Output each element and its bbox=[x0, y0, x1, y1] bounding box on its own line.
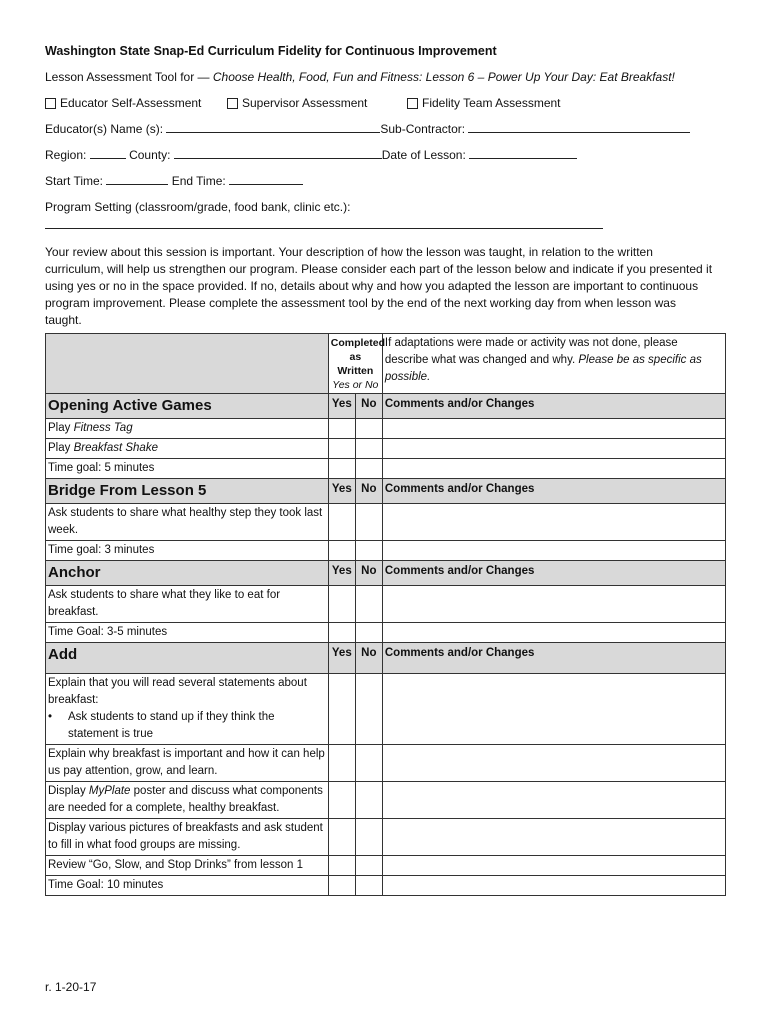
comments-cell[interactable] bbox=[382, 459, 725, 479]
checkbox-educator-self-assessment[interactable]: Educator Self-Assessment bbox=[45, 96, 227, 110]
region-field[interactable] bbox=[90, 148, 126, 159]
checkbox-icon[interactable] bbox=[407, 98, 418, 109]
time-goal: Time Goal: 10 minutes bbox=[46, 876, 329, 896]
comments-cell[interactable] bbox=[382, 439, 725, 459]
section-header-row bbox=[46, 643, 726, 674]
table-row bbox=[46, 623, 726, 643]
comments-cell[interactable] bbox=[382, 541, 725, 561]
no-cell[interactable] bbox=[355, 623, 382, 643]
comments-cell[interactable] bbox=[382, 782, 725, 819]
intro-paragraph: Your review about this session is important. Your description of how the lesson was taught, in relation to the written curriculum, will help us strengthen our program. Please consider each part of the lesson below and indicate if you presented it using yes or no in the space provided. If no, details about why and how you adapted the lesson are important to continuous program improvement. Please complete the assessment tool by the end of the next working day from when lesson was taught. bbox=[45, 245, 713, 327]
no-cell[interactable] bbox=[355, 439, 382, 459]
yes-cell[interactable] bbox=[328, 541, 355, 561]
table-row bbox=[46, 419, 726, 439]
table-row bbox=[46, 819, 726, 856]
table-row bbox=[46, 674, 726, 745]
activity-description: Display various pictures of breakfasts and ask student to fill in what food groups are missing. bbox=[46, 819, 329, 856]
table-row bbox=[46, 459, 726, 479]
comments-label: Comments and/or Changes bbox=[382, 479, 725, 504]
no-cell[interactable] bbox=[355, 459, 382, 479]
section-title: Anchor bbox=[46, 561, 329, 586]
time-goal: Time goal: 5 minutes bbox=[46, 459, 329, 479]
county-field[interactable] bbox=[174, 148, 382, 159]
yes-cell[interactable] bbox=[328, 876, 355, 896]
bullet-item: • Ask students to stand up if they think the statement is true bbox=[48, 709, 326, 743]
start-time-field[interactable] bbox=[106, 174, 168, 185]
activity-description: Explain why breakfast is important and how it can help us pay attention, grow, and learn. bbox=[46, 745, 329, 782]
no-label: No bbox=[355, 394, 382, 419]
no-cell[interactable] bbox=[355, 586, 382, 623]
activity-description: Ask students to share what healthy step they took last week. bbox=[46, 504, 329, 541]
program-setting-label: Program Setting (classroom/grade, food bank, clinic etc.): bbox=[45, 200, 351, 214]
no-label: No bbox=[355, 479, 382, 504]
no-label: No bbox=[355, 561, 382, 586]
section-title: Bridge From Lesson 5 bbox=[46, 479, 329, 504]
yes-cell[interactable] bbox=[328, 504, 355, 541]
educator-line: Educator(s) Name (s): Sub-Contractor: bbox=[45, 122, 735, 136]
form-subtitle: Lesson Assessment Tool for — Choose Health, Food, Fun and Fitness: Lesson 6 – Power Up Your Day: Eat Breakfast! bbox=[45, 70, 675, 84]
yes-cell[interactable] bbox=[328, 819, 355, 856]
adaptations-header: If adaptations were made or activity was not done, please describe what was changed and why. Please be as specific as possible. bbox=[382, 334, 725, 394]
region-line: Region: County: Date of Lesson: bbox=[45, 148, 735, 162]
date-of-lesson-field[interactable] bbox=[469, 148, 577, 159]
form-title: Washington State Snap-Ed Curriculum Fidelity for Continuous Improvement bbox=[45, 44, 497, 58]
comments-label: Comments and/or Changes bbox=[382, 643, 725, 674]
yes-label: Yes bbox=[328, 643, 355, 674]
activity-description: Display MyPlate poster and discuss what components are needed for a complete, healthy breakfast. bbox=[46, 782, 329, 819]
section-header-row bbox=[46, 394, 726, 419]
checkbox-icon[interactable] bbox=[227, 98, 238, 109]
yes-cell[interactable] bbox=[328, 745, 355, 782]
comments-cell[interactable] bbox=[382, 504, 725, 541]
no-cell[interactable] bbox=[355, 674, 382, 745]
no-cell[interactable] bbox=[355, 745, 382, 782]
table-row bbox=[46, 439, 726, 459]
subcontractor-field[interactable] bbox=[468, 122, 690, 133]
bullet-icon: • bbox=[48, 711, 53, 723]
comments-cell[interactable] bbox=[382, 674, 725, 745]
program-setting-field[interactable] bbox=[45, 218, 603, 229]
program-setting-field-row bbox=[45, 218, 735, 232]
table-header-row bbox=[46, 334, 726, 394]
checkbox-fidelity-team-assessment[interactable]: Fidelity Team Assessment bbox=[407, 96, 561, 110]
table-row bbox=[46, 504, 726, 541]
comments-cell[interactable] bbox=[382, 876, 725, 896]
time-goal: Time Goal: 3-5 minutes bbox=[46, 623, 329, 643]
section-header-row bbox=[46, 561, 726, 586]
educator-name-field[interactable] bbox=[166, 122, 380, 133]
no-label: No bbox=[355, 643, 382, 674]
comments-cell[interactable] bbox=[382, 745, 725, 782]
no-cell[interactable] bbox=[355, 541, 382, 561]
yes-cell[interactable] bbox=[328, 623, 355, 643]
no-cell[interactable] bbox=[355, 782, 382, 819]
comments-cell[interactable] bbox=[382, 819, 725, 856]
table-row bbox=[46, 586, 726, 623]
no-cell[interactable] bbox=[355, 504, 382, 541]
activity-description: Play Fitness Tag bbox=[46, 419, 329, 439]
assessment-type-checkboxes bbox=[45, 96, 735, 110]
section-title: Add bbox=[46, 643, 329, 674]
time-goal: Time goal: 3 minutes bbox=[46, 541, 329, 561]
header-blank-cell bbox=[46, 334, 329, 394]
table-row bbox=[46, 745, 726, 782]
section-header-row bbox=[46, 479, 726, 504]
table-row bbox=[46, 856, 726, 876]
comments-label: Comments and/or Changes bbox=[382, 394, 725, 419]
yes-cell[interactable] bbox=[328, 674, 355, 745]
checkbox-icon[interactable] bbox=[45, 98, 56, 109]
yes-label: Yes bbox=[328, 561, 355, 586]
time-line: Start Time: End Time: bbox=[45, 174, 735, 188]
no-cell[interactable] bbox=[355, 876, 382, 896]
comments-cell[interactable] bbox=[382, 419, 725, 439]
comments-cell[interactable] bbox=[382, 586, 725, 623]
no-cell[interactable] bbox=[355, 856, 382, 876]
form-page bbox=[45, 44, 735, 896]
revision-date: r. 1-20-17 bbox=[45, 980, 97, 994]
yes-cell[interactable] bbox=[328, 439, 355, 459]
yes-cell[interactable] bbox=[328, 459, 355, 479]
table-row bbox=[46, 876, 726, 896]
lesson-name: Choose Health, Food, Fun and Fitness: Lesson 6 – Power Up Your Day: Eat Breakfast! bbox=[212, 70, 675, 84]
comments-cell[interactable] bbox=[382, 856, 725, 876]
yes-label: Yes bbox=[328, 394, 355, 419]
table-row bbox=[46, 541, 726, 561]
yes-cell[interactable] bbox=[328, 782, 355, 819]
yes-cell[interactable] bbox=[328, 419, 355, 439]
activity-description: Review “Go, Slow, and Stop Drinks” from lesson 1 bbox=[46, 856, 329, 876]
no-cell[interactable] bbox=[355, 419, 382, 439]
yes-label: Yes bbox=[328, 479, 355, 504]
no-cell[interactable] bbox=[355, 819, 382, 856]
comments-label: Comments and/or Changes bbox=[382, 561, 725, 586]
comments-cell[interactable] bbox=[382, 623, 725, 643]
lesson-fidelity-table bbox=[45, 333, 726, 896]
completed-as-written-header: Completed as Written Yes or No bbox=[328, 334, 382, 394]
yes-cell[interactable] bbox=[328, 586, 355, 623]
activity-description: Ask students to share what they like to eat for breakfast. bbox=[46, 586, 329, 623]
section-title: Opening Active Games bbox=[46, 394, 329, 419]
end-time-field[interactable] bbox=[229, 174, 303, 185]
table-row bbox=[46, 782, 726, 819]
activity-description: Play Breakfast Shake bbox=[46, 439, 329, 459]
yes-cell[interactable] bbox=[328, 856, 355, 876]
checkbox-supervisor-assessment[interactable]: Supervisor Assessment bbox=[227, 96, 407, 110]
activity-description: Explain that you will read several statements about breakfast: • Ask students to stand up if they think the statement is true bbox=[46, 674, 329, 745]
